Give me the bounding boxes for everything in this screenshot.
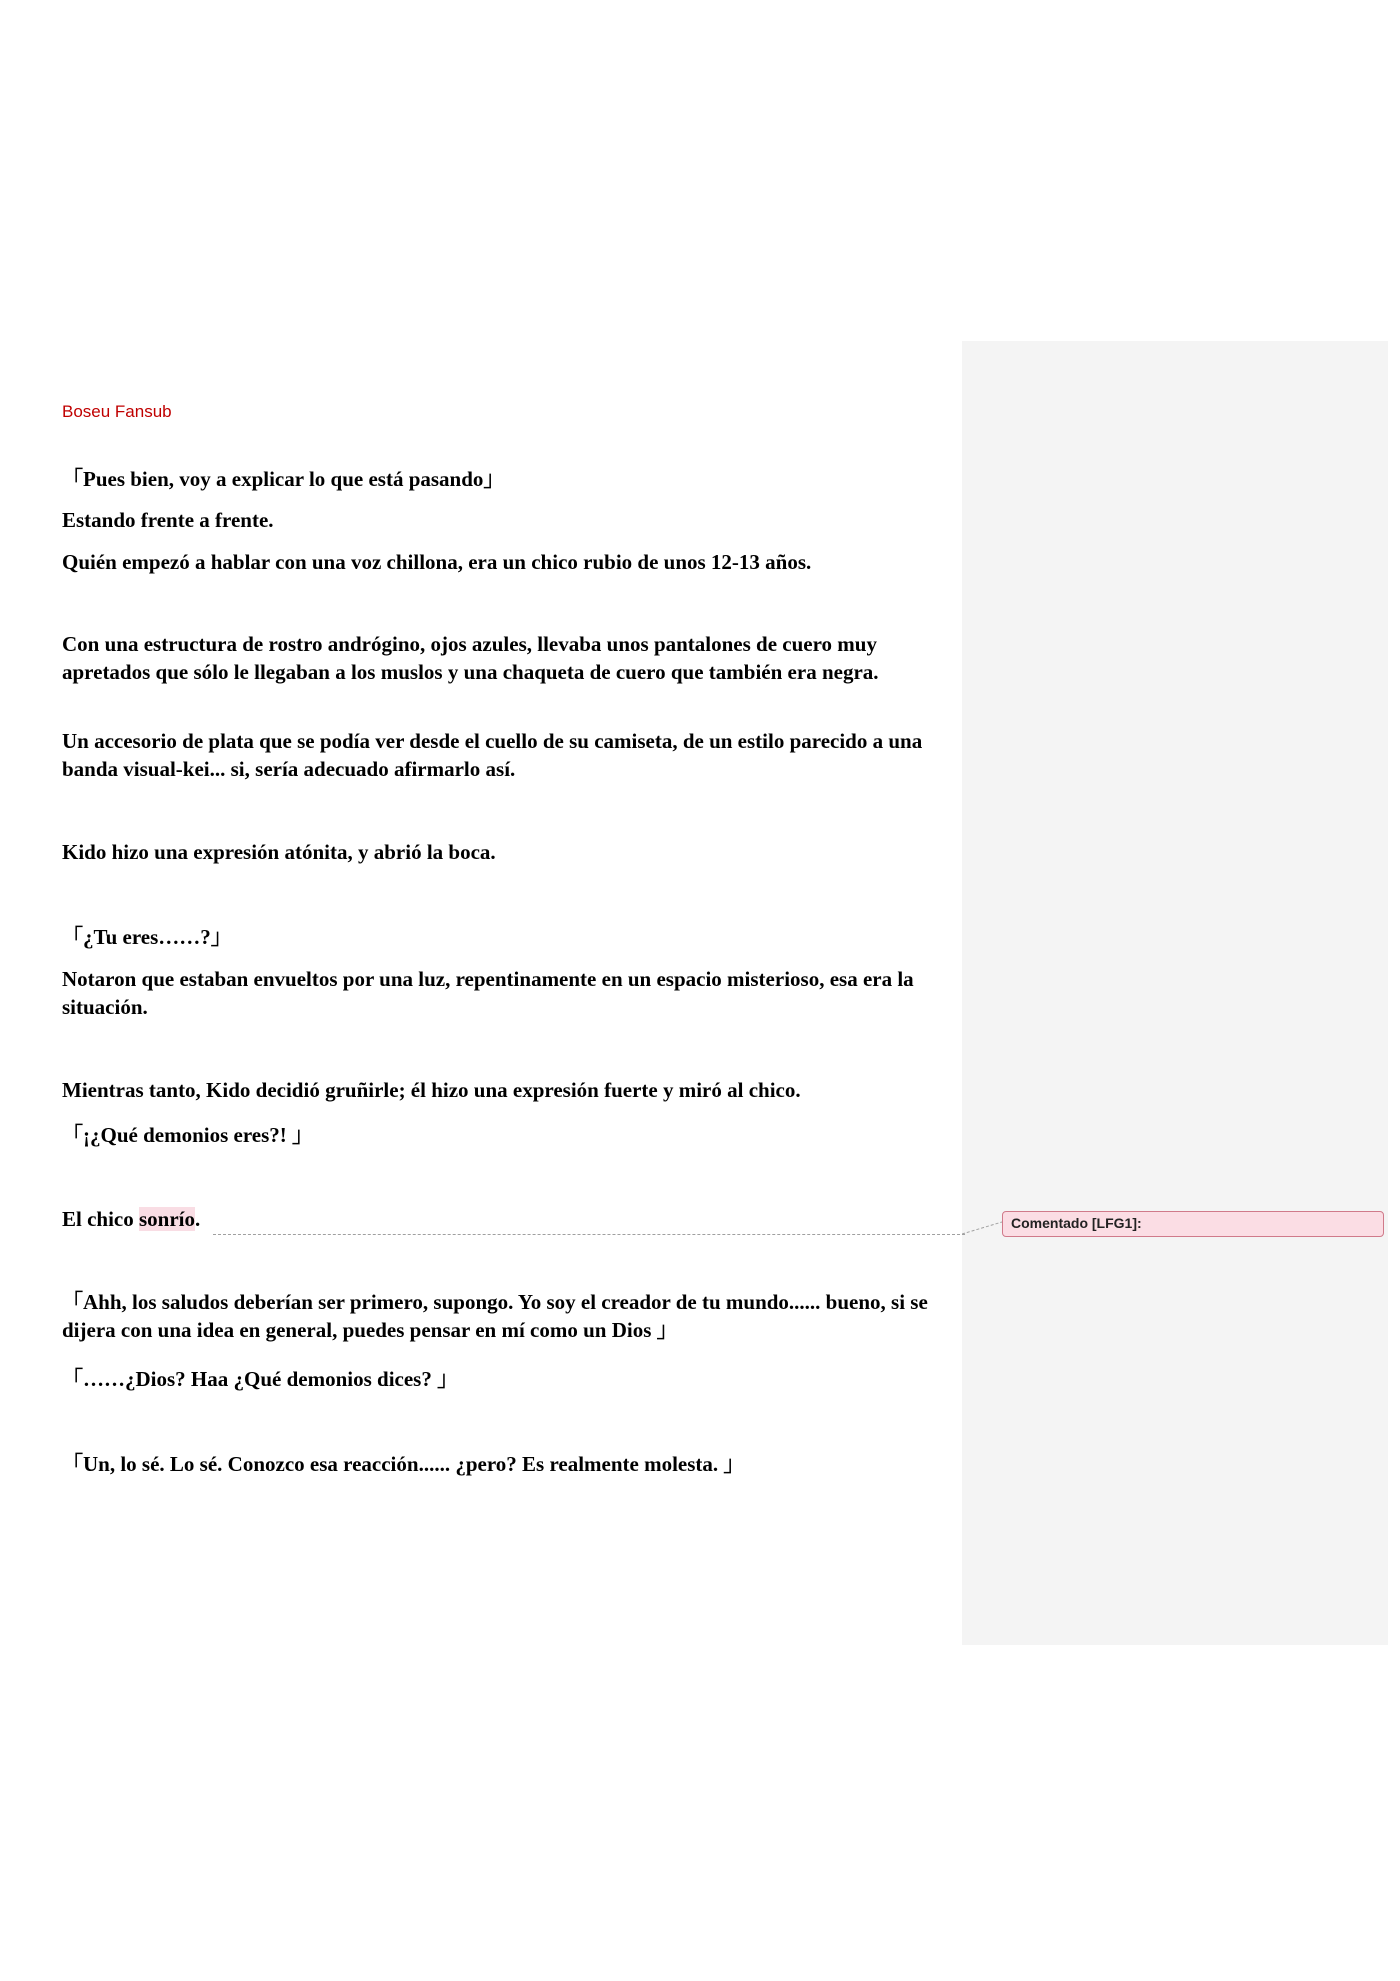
paragraph: 「Ahh, los saludos deberían ser primero, supongo. Yo soy el creador de tu mundo...... bueno, si se dijera con una idea en general, puedes pensar en mí como un Dios 」 <box>62 1290 928 1342</box>
commented-text[interactable]: sonrío <box>139 1207 196 1231</box>
paragraph: Mientras tanto, Kido decidió gruñirle; él hizo una expresión fuerte y miró al chico. <box>62 1078 801 1102</box>
paragraph: 「¡¿Qué demonios eres?! 」 <box>62 1123 314 1147</box>
paragraph: Con una estructura de rostro andrógino, ojos azules, llevaba unos pantalones de cuero muy apretados que sólo le llegaban a los muslos y una chaqueta de cuero que también era negra. <box>62 632 879 684</box>
paragraph: 「Pues bien, voy a explicar lo que está pasando」 <box>62 467 505 491</box>
comment-balloon[interactable] <box>1002 1211 1384 1237</box>
paragraph: 「……¿Dios? Haa ¿Qué demonios dices? 」 <box>62 1367 459 1391</box>
paragraph: Kido hizo una expresión atónita, y abrió la boca. <box>62 840 496 864</box>
text-run: El chico <box>62 1207 139 1231</box>
comment-anchor-line <box>213 1234 965 1235</box>
text-run: . <box>195 1207 201 1231</box>
comment-label: Comentado [LFG1]: <box>1011 1215 1142 1231</box>
paragraph: 「Un, lo sé. Lo sé. Conozco esa reacción...... ¿pero? Es realmente molesta. 」 <box>62 1452 745 1476</box>
paragraph-commented <box>62 1205 942 1233</box>
paragraph: Estando frente a frente. <box>62 508 274 532</box>
paragraph: Un accesorio de plata que se podía ver desde el cuello de su camiseta, de un estilo parecido a una banda visual-kei... si, sería adecuado afirmarlo así. <box>62 729 923 781</box>
paragraph: Notaron que estaban envueltos por una luz, repentinamente en un espacio misterioso, esa era la situación. <box>62 967 914 1019</box>
document-header: Boseu Fansub <box>62 402 172 421</box>
comment-pane <box>962 341 1388 1645</box>
paragraph: Quién empezó a hablar con una voz chillona, era un chico rubio de unos 12-13 años. <box>62 550 812 574</box>
comment-connector <box>962 1220 1002 1236</box>
paragraph: 「¿Tu eres……?」 <box>62 925 232 949</box>
